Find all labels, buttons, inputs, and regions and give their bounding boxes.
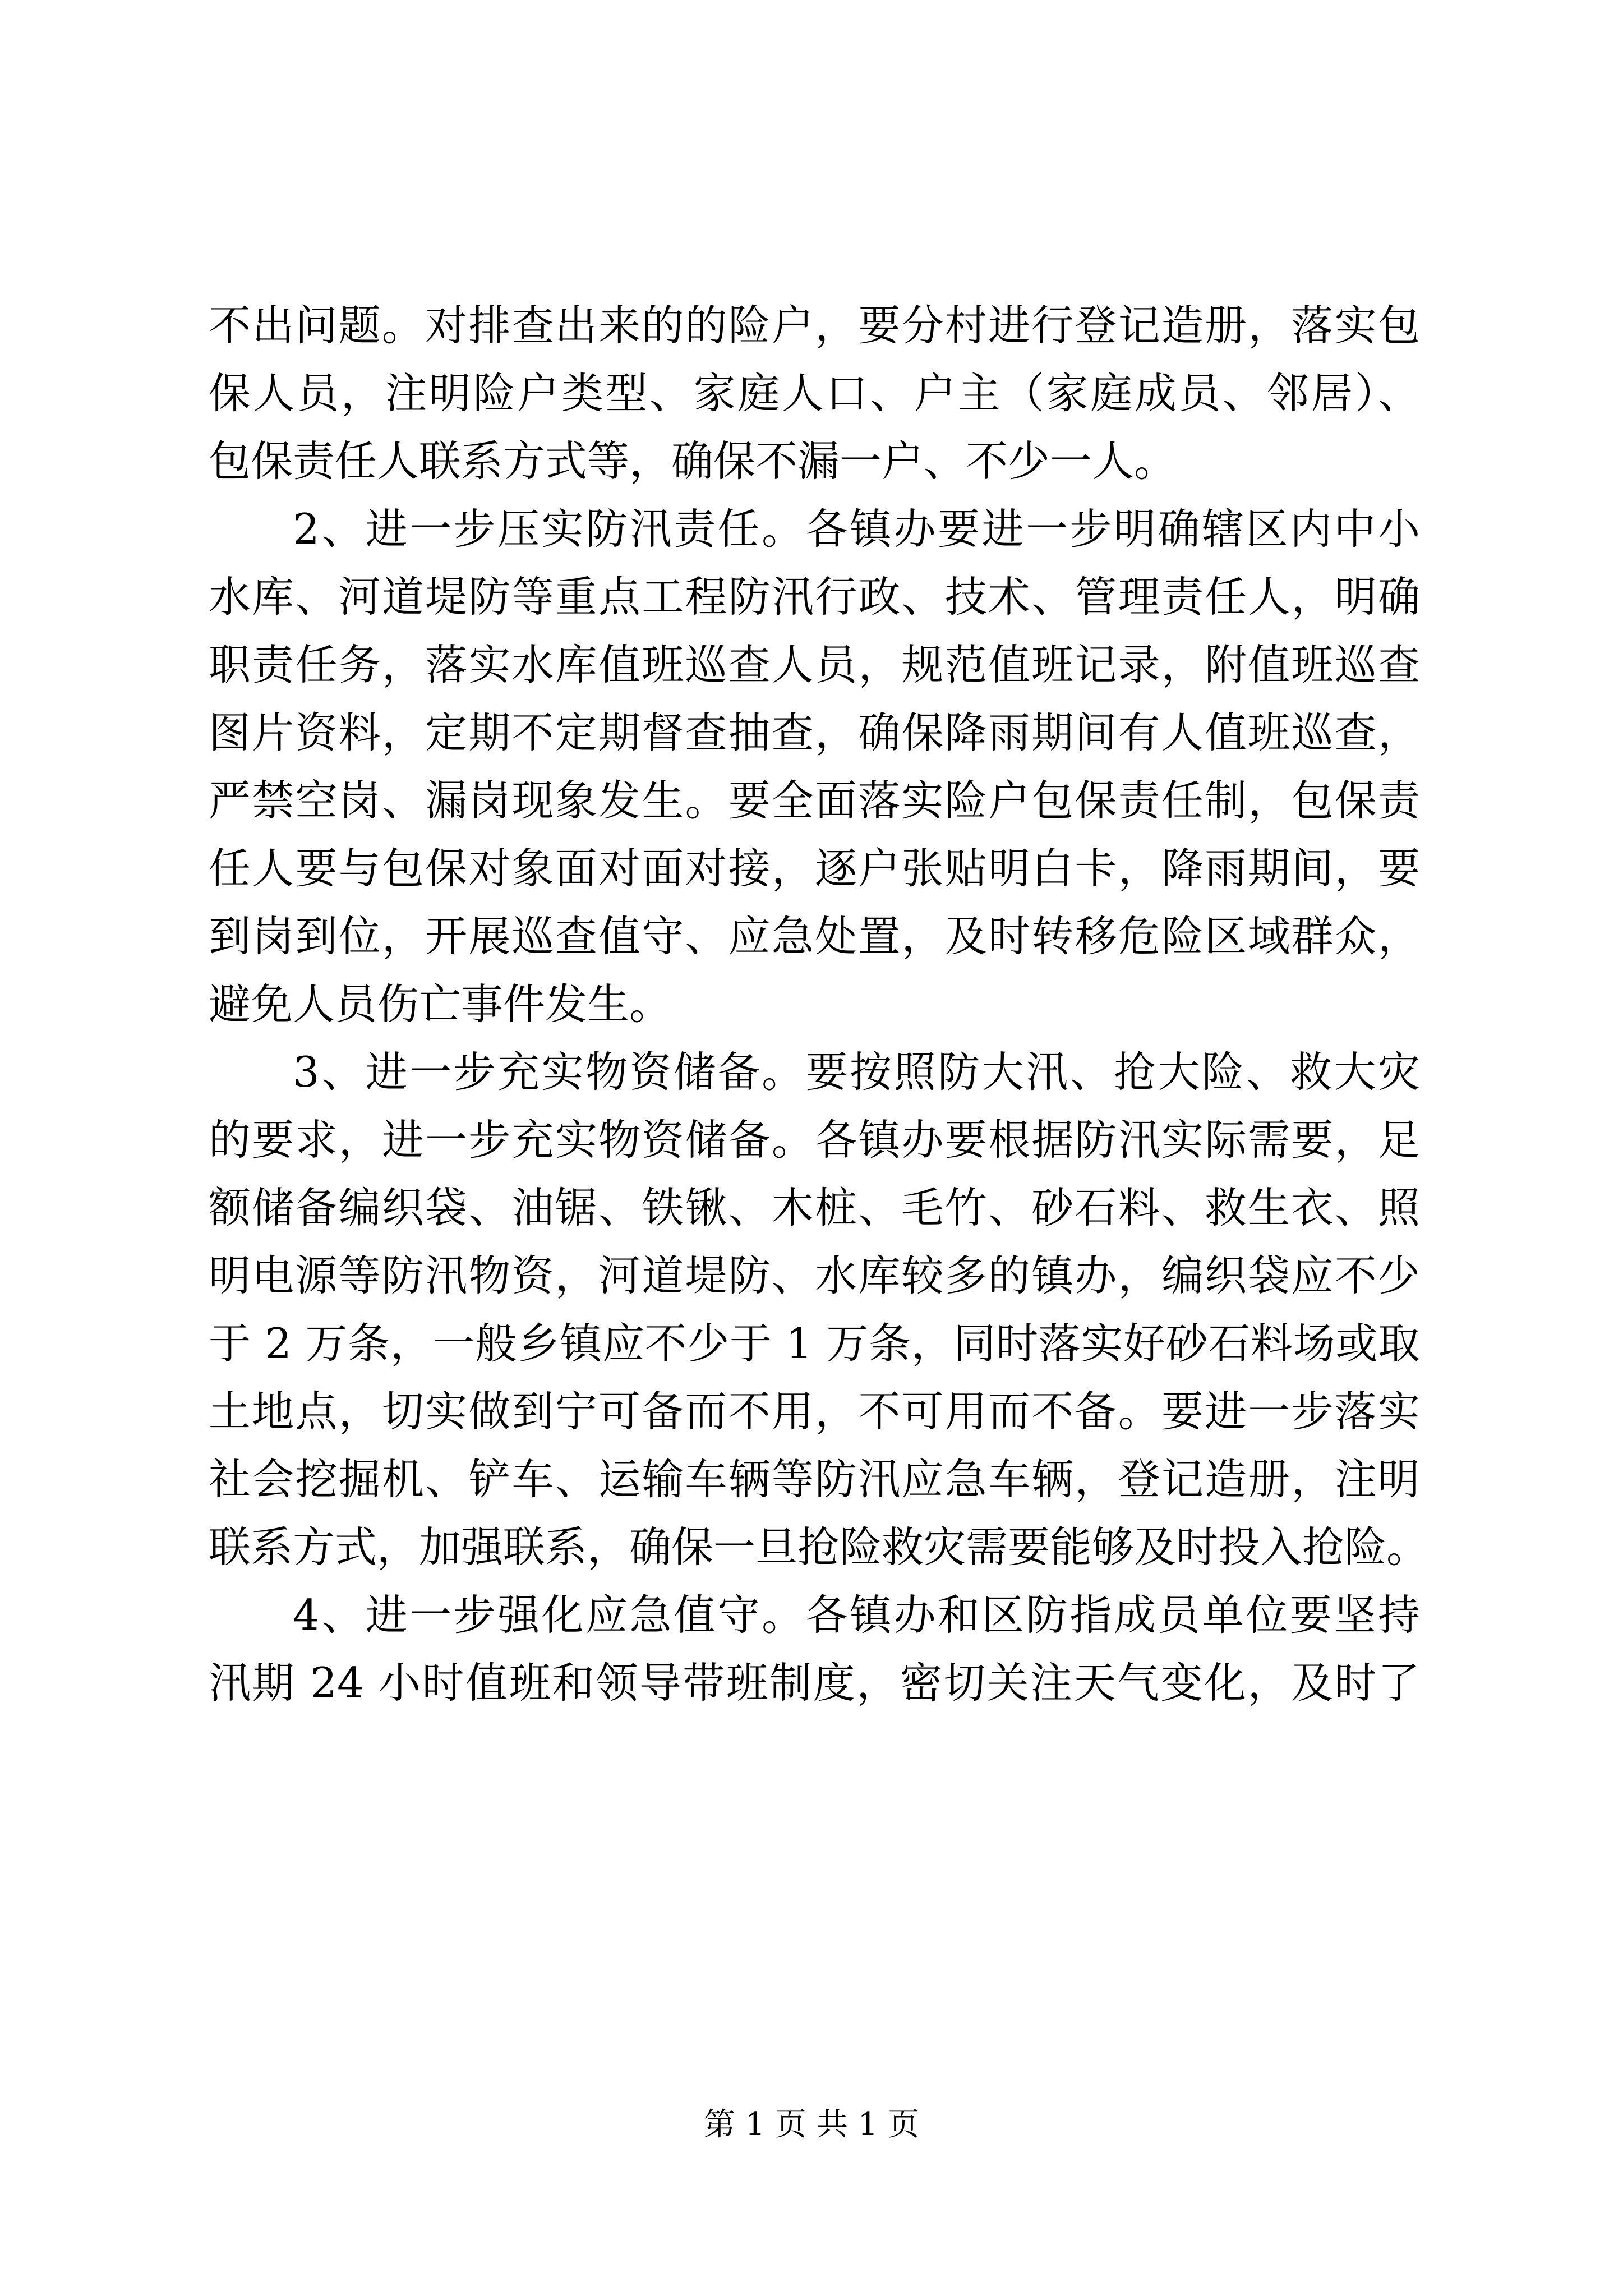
text-line: 2、进一步压实防汛责任。各镇办要进一步明确辖区内中小 <box>293 504 1420 554</box>
text-line: 职责任务，落实水库值班巡查人员，规范值班记录，附值班巡查 <box>209 640 1420 689</box>
text-line: 避免人员伤亡事件发生。 <box>209 979 672 1029</box>
document-body <box>209 292 1429 1717</box>
text-line: 4、进一步强化应急值守。各镇办和区防指成员单位要坚持 <box>293 1590 1420 1640</box>
text-line: 严禁空岗、漏岗现象发生。要全面落实险户包保责任制，包保责 <box>209 776 1420 825</box>
text-line: 明电源等防汛物资，河道堤防、水库较多的镇办，编织袋应不少 <box>209 1251 1420 1300</box>
text-line: 3、进一步充实物资储备。要按照防大汛、抢大险、救大灾 <box>293 1047 1420 1097</box>
text-line: 于 2 万条，一般乡镇应不少于 1 万条，同时落实好砂石料场或取 <box>209 1319 1420 1368</box>
text-line: 保人员，注明险户类型、家庭人口、户主（家庭成员、邻居）、 <box>209 369 1420 418</box>
text-line: 不出问题。对排查出来的的险户，要分村进行登记造册，落实包 <box>209 301 1420 350</box>
text-line: 联系方式，加强联系，确保一旦抢险救灾需要能够及时投入抢险。 <box>209 1522 1429 1572</box>
text-line: 水库、河道堤防等重点工程防汛行政、技术、管理责任人，明确 <box>209 572 1420 622</box>
text-line: 汛期 24 小时值班和领导带班制度，密切关注天气变化，及时了 <box>209 1658 1420 1708</box>
text-line: 到岗到位，开展巡查值守、应急处置，及时转移危险区域群众， <box>209 912 1420 961</box>
page-number-footer: 第 1 页 共 1 页 <box>703 2106 920 2143</box>
text-line: 额储备编织袋、油锯、铁锹、木桩、毛竹、砂石料、救生衣、照 <box>209 1183 1420 1232</box>
text-line: 任人要与包保对象面对面对接，逐户张贴明白卡，降雨期间，要 <box>209 844 1420 893</box>
text-line: 土地点，切实做到宁可备而不用，不可用而不备。要进一步落实 <box>209 1387 1420 1436</box>
text-line: 社会挖掘机、铲车、运输车辆等防汛应急车辆，登记造册，注明 <box>209 1455 1420 1504</box>
text-line: 的要求，进一步充实物资储备。各镇办要根据防汛实际需要，足 <box>209 1115 1420 1165</box>
text-line: 包保责任人联系方式等，确保不漏一户、不少一人。 <box>209 436 1177 486</box>
text-line: 图片资料，定期不定期督查抽查，确保降雨期间有人值班巡查， <box>209 708 1420 757</box>
